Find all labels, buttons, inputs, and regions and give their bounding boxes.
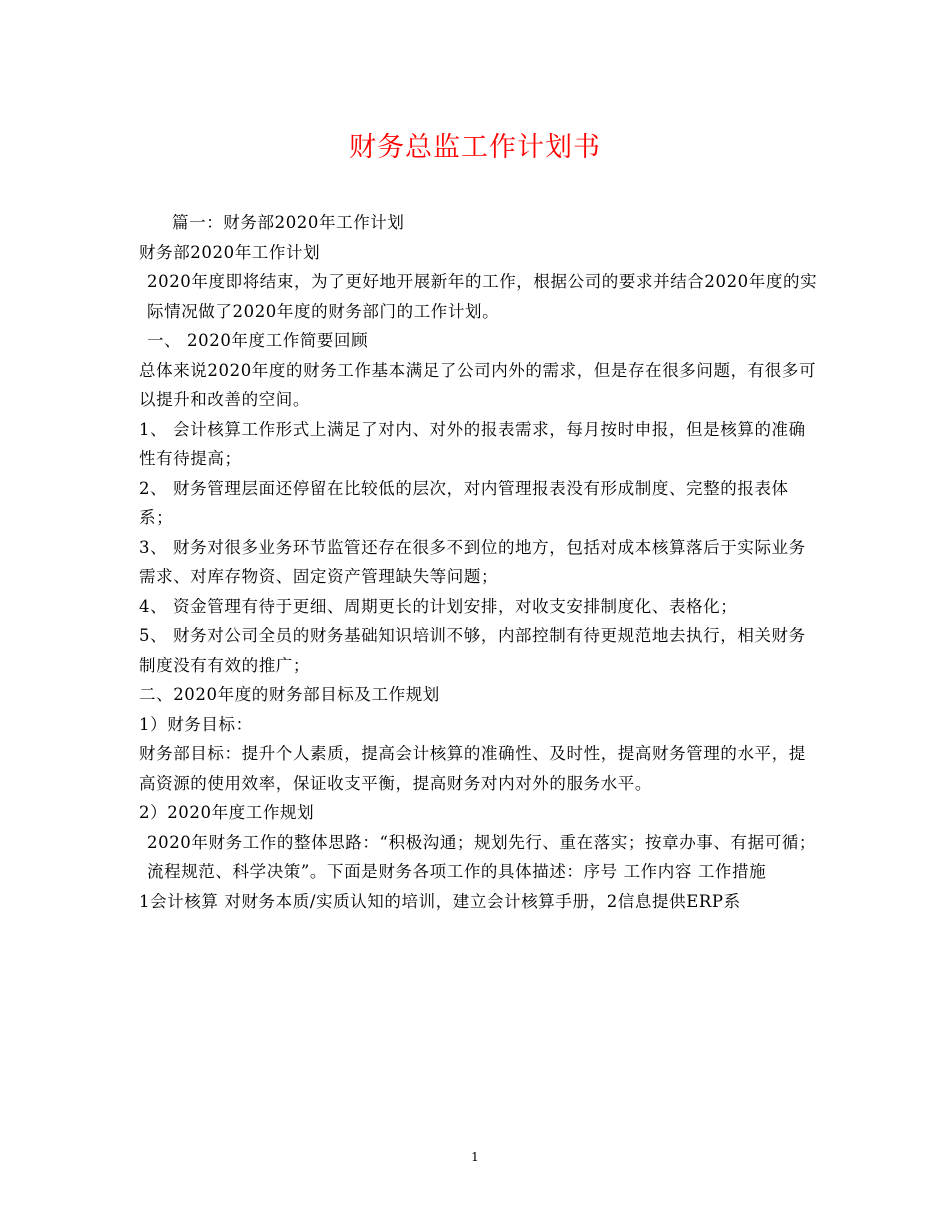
subsection-heading: 2）2020年度工作规划 (139, 803, 315, 822)
document-body (139, 208, 819, 916)
list-item: 2、 财务管理层面还停留在比较低的层次，对内管理报表没有形成制度、完整的报表体系； (139, 478, 789, 527)
body-paragraph: 1会计核算 对财务本质/实质认知的培训，建立会计核算手册，2信息提供ERP系 (139, 891, 741, 911)
subtitle: 财务部2020年工作计划 (139, 242, 321, 262)
section-heading: 篇一：财务部2020年工作计划 (172, 213, 405, 232)
list-item: 3、 财务对很多业务环节监管还存在很多不到位的地方，包括对成本核算落后于实际业务需求、对库存物资、固定资产管理缺失等问题； (139, 537, 806, 586)
body-paragraph: 总体来说2020年度的财务工作基本满足了公司内外的需求，但是存在很多问题，有很多可以提升和改善的空间。 (139, 360, 817, 409)
subsection-heading: 1）财务目标： (139, 714, 253, 734)
document-title: 财务总监工作计划书 (349, 132, 601, 163)
section-heading: 二、2020年度的财务部目标及工作规划 (139, 685, 440, 704)
list-item: 1、 会计核算工作形式上满足了对内、对外的报表需求，每月按时申报，但是核算的准确性有待提高； (139, 419, 806, 468)
section-heading: 一、 2020年度工作简要回顾 (147, 331, 369, 350)
body-paragraph: 财务部目标：提升个人素质，提高会计核算的准确性、及时性，提高财务管理的水平，提高资源的使用效率，保证收支平衡，提高财务对内对外的服务水平。 (139, 744, 806, 793)
list-item: 4、 资金管理有待于更细、周期更长的计划安排，对收支安排制度化、表格化； (139, 596, 738, 616)
intro-paragraph: 2020年度即将结束，为了更好地开展新年的工作，根据公司的要求并结合2020年度的实际情况做了2020年度的财务部门的工作计划。 (147, 272, 818, 321)
page-number: 1 (471, 1150, 479, 1164)
list-item: 5、 财务对公司全员的财务基础知识培训不够，内部控制有待更规范地去执行，相关财务制度没有有效的推广； (139, 626, 806, 675)
body-paragraph: 2020年财务工作的整体思路：“积极沟通；规划先行、重在落实；按章办事、有据可循；流程规范、科学决策”。下面是财务各项工作的具体描述：序号 工作内容 工作措施 (147, 832, 817, 881)
